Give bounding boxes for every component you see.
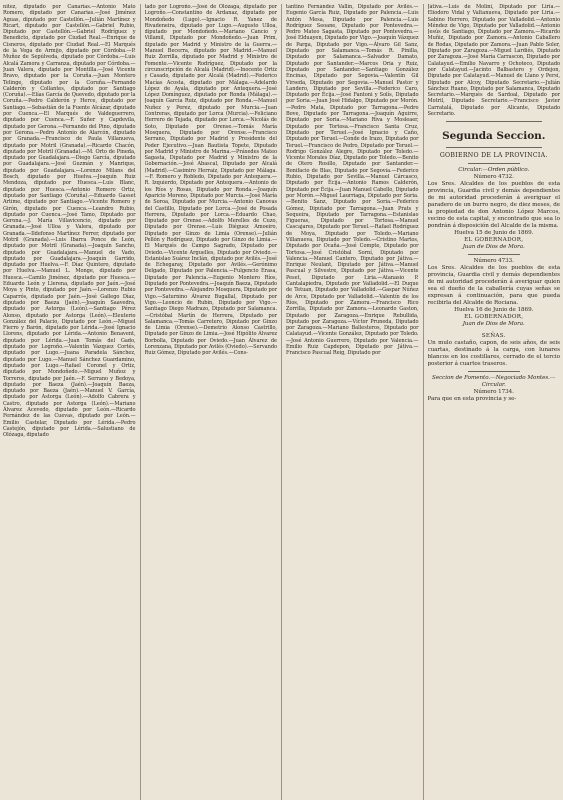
notice-dateline: Huelva 15 de Junio de 1869. [454,230,534,237]
column-1-text: nitez, diputado por Canarias.—Antonio Mato Romero, diputado por Canarias.—José Jiménez Aguas, diputado por Castellón.—Julián Martínez y Ricart, diputado por Castellón.—Gabriel Rubio, Diputado por Castellón.—Gabriel Rodríguez y Benedicto, diputado por Ciudad Real.—Enrique de Cisneros, diputado por Ciudad Real.—El Marqués de la Vega de Armijo, diputado por Córdoba.—P. Muñoz de Sepúlveda, diputado por Córdoba.—Luis Alcalá Zamora y Carranza, diputado por Córdoba.—Juan Valera, diputado por Montilla.—José Vicente Bravo, diputado por la Coruña.—Juan Montero Telinge, diputado por la Coruña.—Fernando Calderón y Collantes, diputado por Santiago (Coruña).—Elías García de Quevedo, diputado por la Coruña.—Pedro Calderón y Herce, diputado por Santiago.—Sebastián de la Fuente Alcázar, diputado por Cuenca.—El Marqués de Valdeguerrero, diputado por Cuenca.—F. Suñer y Capdevila, diputado por Gerona.—Fernando del Pino, diputado por Gerona.—Pedro Antonio de Alarcón, diputado por Granada.—Francisco de Paula Villanueva, diputado por Motril (Granada).—Ricardo Chacón, diputado por Motril (Granada).—M. Orto de Pineda, diputado por Guadalajara.—Diego García, diputado por Guadalajara.—José Guzmán y Manrique, diputado por Guadalajara.—Lorenzo Milans del Bosch, diputado por Huelva.—Joaquín Ruiz Mendoza, diputado por Huesca.—Luis Blanc, diputado por Huesca.—Antonio Romero Ortiz, diputado por Santiago (Coruña).—Eduardo Gasset Artime, diputado por Santiago.—Vicente Romero y Girón, diputado por Cuenca.—Leandro Rubio, diputado por Cuenca.—José Tamo, Diputado por Gerona.—J. María Villavicencio, diputado por Granada.—José Ulloa y Valera, diputado por Granada.—Ildefonso Martínez Ferrer, diputado por Motril (Granada).—Luis Ibarra Ponce de León, diputado por Motril (Granada).—Joaquín Sancho, diputado por Guadalajara.—Manuel de Vado, diputado por Guadalajara.—Joaquín Garrido, diputado por Huelva.—F. Díaz Quintero, diputado por Huelva.—Manuel L. Monge, diputado por Huesca.—Camilo Jiménez, diputado por Huesca.—Eduardo León y Llerena, diputado por Jaén.—José Moya y Pinto, diputado por Jaén.—Lorenzo Rubio Caparrós, diputado por Jaén.—José Gallego Díaz, diputado por Baeza (Jaén).—Joaquín Saavedra, diputado por Astorga (León).—Santiago Pérez Alonso, diputado por Astorga (León).—Eleuterio González del Palacio, Diputado por León.—Miguel Fierro y Barón, diputado por Lérida.—José Ignacio Llorens, diputado por Lérida.—Antonio Benavent, diputado por Lérida.—Juan Tomás del Gado, diputado por Logroño.—Valentín Vázquez Cortés, diputado por Lugo.—Juana Paradela Sánchez, diputado por Lugo.—Manuel Sánchez Guardamino, diputado por Lugo.—Rafael Coronel y Ortiz, diputado por Mondoñedo.—Miguel Muñoz y Torreros, diputado por Jaén.—F. Serrano y Bedoya, diputado por Baeza (Jaén).—Joaquín Baeza, diputado por Baeza (Jaén).—Manuel V. García, diputado por Astorga (León).—Adolfo Cabrera y Castro, diputado por Astorga (León).—Mariano Álvarez Acevedo, diputado por León.—Ricardo Fernández de las Cuevas, diputado por León.—Emilio Castelar, Diputado por Lérida.—Pedro Castejón, diputado por Lérida.—Salustiano de Olózaga, diputado [3,4,136,439]
column-4 [428,4,561,800]
subsection-title: GOBIERNO DE LA PROVINCIA. [439,152,548,160]
column-2 [145,4,278,800]
column-rule [281,4,282,800]
notice-body: Los Sres. Alcaldes de los pueblos de esta provincia, Guardia civil y demás dependientes de mi autoridad procederán á averiguar quien sea el dueño de la caballería cuyas señas se expresan á continuación, para que pueda recibirla del Alcalde de Rociana. [427,265,560,307]
column-4-intro: Játiva.—Luis de Molini, Diputado por Liria.—Eliodoro Vidal y Valtanueva, Diputado por Liria.—Sabino Herrero, Diputado por Valladolid.—Antonio Méndez de Vigo, Diputado por Valladolid.—Antonio Jesús de Santiago, Diputado por Zamora.—Ricardo Muñiz, Diputado por Zamora.—Antonio Caballero de Rodas, Diputado por Zamora.—Juan Pablo Soler, Diputado por Zaragoza.—Miguel Lardiés, Diputado por Zaragoza.—José María Carrascon, Diputado por Calatayud.—Emilio Navarro y Ochoteco, Diputado por Calatayud.—Jacinto Balbastero y Ordejon, Diputado por Calatayud.—Manuel de Llano y Persi, Diputado por Alcoy, Diputado Secretario.—Julián Sánchez Ruano, Diputado por Salamanca, Diputado Secretario.—Marqués de Sardoal, Diputado por Motril, Diputado Secretario.—Francisco Javier Carratalá, Diputado por Alicante, Diputado Secretario. [427,4,560,118]
circular-heading: Circular.—Orden público. [458,167,530,174]
column-1 [3,4,136,800]
column-rule [140,4,141,800]
senas-body: Un mulo castaño, capon, de seis años, de seis cuartas, destinado á la carga, con lunares blancos en los costillares, cerrado de el tercio posterior á cuartos traseros. [427,340,560,368]
signatory-title: EL GOBERNADOR, [464,237,524,244]
notice-dateline: Huelva 16 de Junio de 1869. [454,307,534,314]
notice-body: Los Sres. Alcaldes de los pueblos de esta provincia, Guardia civil y demás dependientes de mi autoridad procederán á averiguar el paradero de un burro negro, de diez meses, de la propiedad de don Antonio López Marcos, vecino de esta capital, y encontrado que sea lo pondrán á disposición del Alcalde de la misma. [427,181,560,230]
signatory-title: EL GOBERNADOR, [464,314,524,321]
notice-number: Número 4733. [473,258,514,265]
separator [468,371,521,372]
notice-number: Número 1734. [473,389,514,396]
signatory-name: Juan de Dios de Mora. [462,321,525,328]
column-2-text: tado por Logroño.—José de Olózaga, diputado por Logroño.—Constantino de Ardanaz, diputado por Mondoñedo (Lugo).—Ignacio R. Yanez de Rivadeneira, diputado por Lugo.—Augusto Ulloa, diputado por Mondoñedo.—Mariano Cancio y Villamil, Diputado por Mondoñedo.—Juan Prim, diputado por Madrid y Ministro de la Guerra.—Manuel Becerra, diputado por Madrid.—Manuel Ruiz Zorrilla, diputado por Madrid y Ministro de Fomento.—Vicente Rodríguez, Diputado por la circunscripción de Alcalá (Madrid).—Inocente Ortiz y Casado, diputado por Alcalá (Madrid).—Federico Macías Acosta, diputado por Málaga.—Adelardo López de Ayala, diputado por Antequera.—José López Domínguez, diputado por Ronda (Málaga).—Joaquín García Ruiz, diputado por Ronda.—Manuel Nuñez y Perez, diputado por Murcia.—Juan Contreras, diputado por Lorca (Murcia).—Feliciano Herrero de Tejada, diputado por Lorca.—Nicolás de Soto, Diputado por Orense.—Tomás María Mosquera, Diputado por Orense.—Francisco Serrano, Diputado por Madrid y Presidente del Poder Ejecutivo.—Juan Bautista Topete, Diputado por Madrid y Ministro de Marina.—Práxedes Mateo Sagasta, Diputado por Madrid y Ministro de la Gobernación.—José Abascal, Diputado por Alcalá (Madrid).—Casimiro Herraiz, Diputado por Málaga.—F. Romero y Robledo, Diputado por Antequera.—R. Izquierdo, Diputado por Antequera.—Antonio de los Ríos y Rosas, Diputado por Ronda.—Joaquín Aparicio Moreno, Diputado por Murcia.—José María de Soroa, Diputado por Murcia.—Antonio Canovas del Castillo, Diputado por Lorca.—José de Posada Herrera, Diputado por Lorca.—Eduardo Chao, Diputado por Orense.—Adolfo Merelles de Cuzo, Diputado por Orense.—Luis Diéguez Amoeiro, Diputado por Ginzo de Limia (Orense).—Julián Pellón y Rodríguez, Diputado por Ginzo de Limia.—El Marqués de Campo Sagrado, Diputado por Oviedo.—Vicente Arguelles, Diputado por Oviedo.—Estanislao Suárez Inclán, diputado por Avilés.—José de Echegaray, Diputado por Avilés.—Gerónimo Delgado, Diputado por Palencia.—Fulgencio Erasa, Diputado por Palencia.—Eugenio Montero Ríos, Diputado por Pontevedra.—Joaquín Baeza, Diputado por Pontevedra.—Alejandro Mosquera, Diputado por Vigo.—Saturnino Álvarez Bugallal, Diputado por Vigo.—Leoncio de Rubin, Diputado por Vigo.—Santiago Diego Madrazo, Diputado por Salamanca.—Cristóbal Martín de Herrera, Diputado por Salamanca.—Tomás Carretero, Diputado por Ginzo de Limia (Orense).—Demetrio Alonso Castrillo, Diputado por Ginzo de Limia.—José Hipólito Álvarez Borbolla, Diputado por Oviedo.—Juan Álvarez de Lorenzana, Diputado por Avilés (Oviedo).—Servando Ruiz Gómez, Diputado por Avilés.—Cons- [144,4,277,357]
separator [468,254,521,255]
separator [446,147,543,148]
section-title: Segunda Seccion. [442,130,546,143]
notice-4733 [428,258,561,328]
senas-heading: SEÑAS. [481,333,506,340]
column-3 [286,4,419,800]
fomento-heading: Seccion de Fomento.—Negociado Montes.—Circular. [432,375,556,389]
notice-4732 [428,174,561,251]
signatory-name: Juan de Dios de Mora. [462,244,525,251]
separator [446,121,543,122]
column-3-text: tantino Fernández Vallín, Diputado por Avilés.—Eugenio García Ruiz, Diputado por Palencia.—Luis Antón Mesa, Diputado por Palencia.—Luis Rodríguez Seoane, Diputado por Pontevedra.—Pedro Mateo Sagasta, Diputado por Pontevedra.—José Elduayen, Diputado por Vigo.—Joaquín Vázquez de Parga, Diputado por Vigo.—Álvaro Gil Sanz, Diputado por Salamanca.—Tomás R. Pinilla, Diputado por Salamanca.—Salvador Damato, Diputado por Santander.—Marcos Oria y Ruiz, Diputado por Santander.—Santiago González Encinas, Diputado por Segovia.—Valentín Gil Virseda, Diputado por Segovia.—Manuel Pastor y Landero, Diputado por Sevilla.—Federico Caro, Diputado por Écija.—José Fantoni y Solís, Diputado por Soria.—Juan José Hidalgo, Diputado por Morón.—Pedro Mata, Diputado por Tarragona.—Pedro Bove, Diputado por Tarragona.—Joaquín Aguirre, Diputado por Soria.—Mariano Riva y Mosleaer, Diputado por Tortosa.—Francisco Santa Cruz, Diputado por Teruel.—José Ignacio y Caño, Diputado por Teruel.—Conde de Irazo, Diputado por Teruel.—Francisco de Pedro, Diputado por Teruel.—Rodrigo González Alegre, Diputado por Toledo.—Vicente Morales Díaz, Diputado por Toledo.—Benito de Otero Rosillo, Diputado por Santander.—Bonifacio de Blas, Diputado por Segovia.—Federico Rubio, Diputado por Sevilla.—Manuel Cárcasco, Diputado por Écija.—Antonio Ramos Calderón, Diputado por Écija.—Juan Manuel Cabello, Diputado por Morón.—Miguel Laurriaga, Diputado por Soria.—Benito Sanz, Diputado por Soria.—Federico Gómez, Diputado por Tarragona.—Juan Prats y Sequeira, Diputado por Tarragona.—Estanislao Figueras, Diputado por Tortosa.—Manuel Cascajares, Diputado por Teruel.—Rafael Rodríguez de Moya, Diputado por Toledo.—Mariano Villanueva, Diputado por Toledo.—Cristino Martos, Diputado por Ocaña.—José Compte, Diputado por Tortosa.—José Cristóbal Sorní, Diputado por Valencia.—Manuel Cantero, Diputado por Játiva.—Enrique Neulant, Diputado por Játiva.—Manuel Pascual y Silvestre, Diputado por Játiva.—Vicente Peset, Diputado por Liria.—Atanasio P. Cantalapiedra, Diputado por Valladolid.—El Duque de Tetuan, Diputado por Valladolid.—Gaspar Núñez de Arce, Diputado por Valladolid.—Valentín de los Ríos, Diputado por Zamora.—Francisco Rico Zorrilla, Diputado por Zamora.—Leonardo Gaston, Diputado por Zaragoza.—Enrique Rebullida, Diputado por Zaragoza.—Víctor Pruneda, Diputado por Zaragoza.—Mariano Ballesteros, Diputado por Calatayud.—Vicente González, Diputado por Toledo.—José Antonio Guerrero, Diputado por Valencia.—Emilio Ruiz Capdepon, Diputado por Játiva.—Francisco Pascual Reig, Diputado por [286,4,419,357]
separator [468,163,521,164]
notice-body: Para que en esta provincia y se- [427,396,517,403]
column-rule [423,4,424,800]
notice-number: Número 4732. [473,174,514,181]
